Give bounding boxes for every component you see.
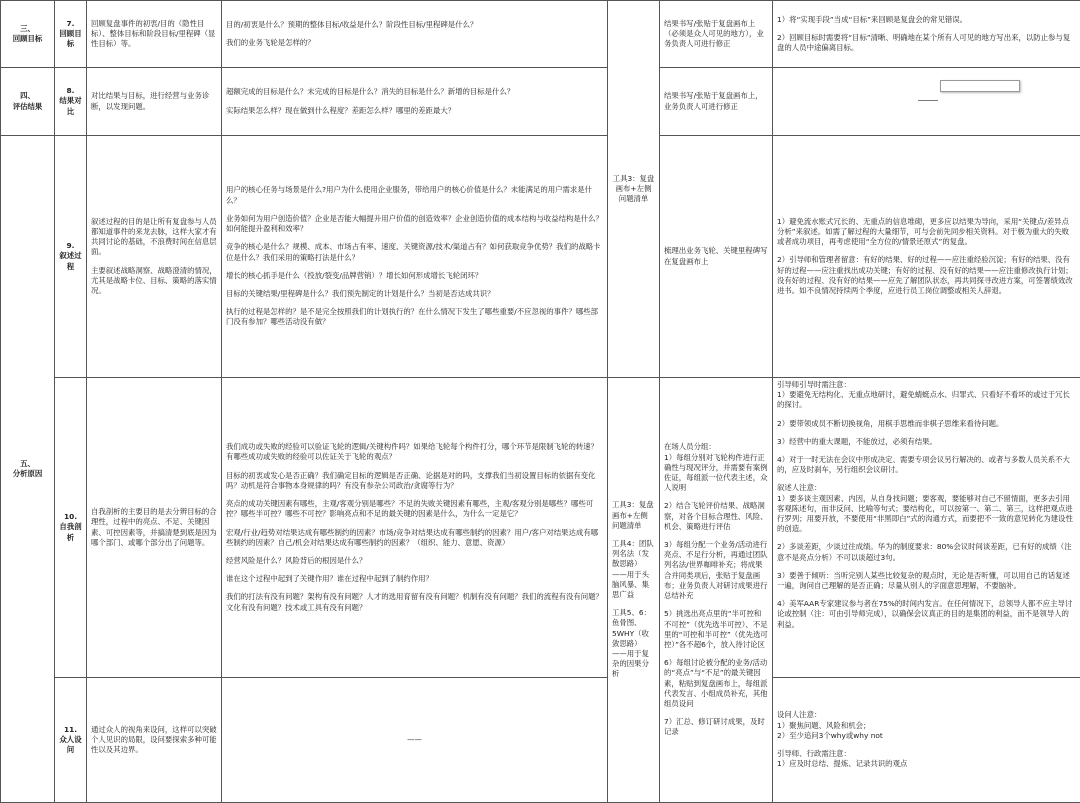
step-8-notes xyxy=(773,68,1080,136)
step-9-notes: 1）避免流水账式冗长的、无重点的信息堆砌，更多应以结果为导向，采用“关键点/差异点分析”来叙述。如需了解过程的大量细节，可与会前先同步相关资料。对于极为重大的失败或者成功项目，再考虑使用“全方位的/情景还原式”的复盘。 2）引导师和管理者留意：有好的结果、好的过程——应注重经验沉淀；有好的结果、没有好的过程——应注重找出成功关键；有好的过程、没有好的结果——应注重修改执行计划；没有好的过程、没有好的结果——应先了解团队状态，再共同探寻改进方案，可签署绩效改进书。如不良情况持续两个季度，应进行员工岗位调整或相关人辞退。 xyxy=(773,136,1080,378)
step-11-purpose: 通过众人的视角来设问，这样可以突破个人见识的局限，设问要探索多种可能性以及其边界。 xyxy=(87,678,222,803)
step-7-purpose: 回顾复盘事件的初衷/目的（隐性目标）、整体目标和阶段目标/里程碑（显性目标）等。 xyxy=(87,1,222,68)
step-10-label: 10. 自我剖析 xyxy=(55,378,87,678)
step-11-label: 11. 众人设问 xyxy=(55,678,87,803)
divider-mark xyxy=(918,100,938,101)
step-10-purpose: 自我剖析的主要目的是去分辨目标的合理性，过程中的亮点、不足、关键因素、可控因素等，并搞清楚到底是因为哪个部门、或哪个部分出了问题等。 xyxy=(87,378,222,678)
step-8-output: 结果书写/张贴于复盘画布上，业务负责人可进行修正 xyxy=(660,68,773,136)
step-8-questions: 超额完成的目标是什么？未完成的目标是什么？消失的目标是什么？新增的目标是什么？ 实际结果怎么样？现在做到什么程度？差距怎么样？哪里的差距最大？ xyxy=(222,68,608,136)
step-8-purpose: 对比结果与目标，进行经营与业务诊断，以发现问题。 xyxy=(87,68,222,136)
step-9-output: 梳理出业务飞轮、关键里程碑写在复盘画布上 xyxy=(660,136,773,378)
step-11-notes: 设问人注意： 1）聚焦问题、风险和机会； 2）至少追问3个why或why not 引导师、行政需注意： 1）应及时总结、提炼、记录共识的观点 xyxy=(773,678,1080,803)
tools-cell-7-9: 工具3：复盘画布+左侧问题清单 xyxy=(608,1,660,378)
phase-analyze-causes: 五、 分析原因 xyxy=(1,136,55,803)
step-8-label: 8. 结果对比 xyxy=(55,68,87,136)
phase-review-goals: 三、 回顾目标 xyxy=(1,1,55,68)
step-7-output: 结果书写/张贴于复盘画布上（必须是众人可见的地方），业务负责人可进行修正 xyxy=(660,1,773,68)
step-9-purpose: 叙述过程的目的是让所有复盘参与人员都知道事件的来龙去脉，这样大家才有共同讨论的基础，不浪费时间在信息层面。 主要叙述战略洞察、战略澄清的情况，尤其是战略卡位、目标、策略的落实情况。 xyxy=(87,136,222,378)
step-11-questions: —— xyxy=(222,678,608,803)
step-10-output: 在场人员分组： 1）每组分别对飞轮构件进行正确性与现况评分，并需要有案例佐证，每组派一位代表主述，众人说明 2）结合飞轮评价结果、战略洞察，对各个目标合理性、风险、机会、策略进行评估 3）每组分配一个业务/活动进行亮点、不足行分析，再通过团队列名法/世界咖啡补充；将成果合并同类项后，张贴于复盘画布；业务负责人对研讨成果进行总结补充 5）挑选出亮点里的“半可控和不可控”（优先选半可控）、不足里的“可控和半可控”（优先选可控）”各不超6个，放入待讨论区 6）每组讨论被分配的业务/活动的“亮点”与“不足”的最关键因素，粘贴到复盘画布上，每组派代表发言、小组成员补充，其他组员设问 7）汇总、修订研讨成果，及时记录 xyxy=(660,378,773,803)
step-9-questions: 用户的核心任务与场景是什么?用户为什么使用企业服务，带给用户的核心价值是什么？未能满足的用户需求是什么？ 业务如何为用户创造价值？企业是否能大幅提升用户价值的创造效率？企业创造价值的成本结构与收益结构是什么？如何能提升盈利和效率？ 竞争的核心是什么？规模、成本、市场占有率、速度、关键资源/技术/渠道占有？如何获取竞争优势？我们的战略卡位是什么？我们采用的策略打法是什么？ 增长的核心抓手是什么（投放/裂变/品牌营销）？增长如何形成增长飞轮闭环？ 目标的关键结果/里程碑是什么？我们预先制定的计划是什么？当初是否达成共识？ 执行的过程是怎样的？是不是完全按照我们的计划执行的？在什么情况下发生了哪些重要/不应忽视的事件？哪些部门没有参加？哪些活动没有做？ xyxy=(222,136,608,378)
step-9-label: 9. 叙述过程 xyxy=(55,136,87,378)
step-10-notes: 引导师引导时需注意： 1）要避免无结构化、无重点地研讨，避免蜻蜓点水、归罪式、只看好不看坏的或过于冗长的探讨。 2）要带领成员不断切换视角，用棋手思维而非棋子思维来看待问题。 3）经营中的重大课题，不能放过，必须有结果。 4）对于一时无法在会议中形成决定、需要专项会议另行解决的、或者与多数人员关系不大的，应及时刹车，另行组织会议研讨。 叙述人注意： 1）要多谈主观因素、内因，从自身找问题；要客观，要能够对自己不留情面，更多去引用客观陈述句，而非反问、比喻等句式；要结构化，可以按第一、第二、第三，这样把观点进行罗列；用要开放，不要使用“非黑即白”式的沟通方式，而要把不一致的意见转化为建设性的创造。 2）多谈差距，少谈过往成绩。华为的制度要求：80%会议时间谈差距，已有好的成绩（注意不是亮点分析）不可以谈超过3句。 3）要善于倾听：当听完别人某些比较复杂的观点时，无论是否听懂，可以用自己的话复述一遍，询问自己理解的是否正确；尽量从别人的字面意思理解，不要脑补。 4）美军AAR专家建议参与者在75%的时间内发言。在任何情况下，总领导人都不应主导讨论或控制（注：可由引导师完成），以确保会议真正的目的是集团的利益，而不是领导人的利益。 xyxy=(773,378,1080,678)
step-7-questions: 目的/初衷是什么？预期的整体目标/收益是什么？阶段性目标/里程碑是什么？ 我们的业务飞轮是怎样的？ xyxy=(222,1,608,68)
tools-cell-10-11: 工具3：复盘画布+左侧问题清单 工具4：团队列名法（发散思路）——用于头脑风暴、集思广益 工具5、6：鱼骨图、5WHY（收敛思路）——用于复杂的因果分析 xyxy=(608,378,660,803)
phase-evaluate-results: 四、 评估结果 xyxy=(1,68,55,136)
step-10-questions: 我们成功或失败的经验可以验证飞轮的逻辑/关键构件吗？如果给飞轮每个构件打分，哪个环节是限制飞轮的转速？有哪些成功或失败的经验可以佐证关于飞轮的观点？ 目标的初衷或发心是否正确？我们确定目标的逻辑是否正确、论据是对的吗，支撑我们当初设置目标的依据有变化吗？动机是符合事物本身规律的吗？有没有参杂公司政治/贪腐等行为？ 亮点的成功关键因素有哪些，主观/客观分别是哪些？不足的失败关键因素有哪些，主观/客观分别是哪些？哪些可控？哪些半可控？哪些不可控？影响亮点和不足的最关键的因素是什么，为什么一定是它？ 宏观/行业/趋势对结果达成有哪些制约的因素？市场/竞争对结果达成有哪些制约的因素？用户/客户对结果达成有哪些制约的因素？自己/机会对结果达成有哪些制约的因素？（组织、能力、意愿、资源） 经营风险是什么？风险背后的根因是什么？ 谁在这个过程中起到了关键作用？谁在过程中起到了制约作用？ 我们的打法有没有问题？架构有没有问题？人才的选用育留有没有问题？机制有没有问题？我们的流程有没有问题？文化有没有问题？技术或工具有没有问题？ xyxy=(222,378,608,678)
step-7-notes: 1）将“实现手段”当成“目标”来回顾是复盘会的常见错误。 2）回顾目标时需要将“目标”清晰、明确地在某个所有人可见的地方写出来，以防止参与复盘的人员中途偏离目标。 xyxy=(773,1,1080,68)
step-7-label: 7. 回顾目标 xyxy=(55,1,87,68)
embedded-thumbnail xyxy=(940,80,1020,92)
